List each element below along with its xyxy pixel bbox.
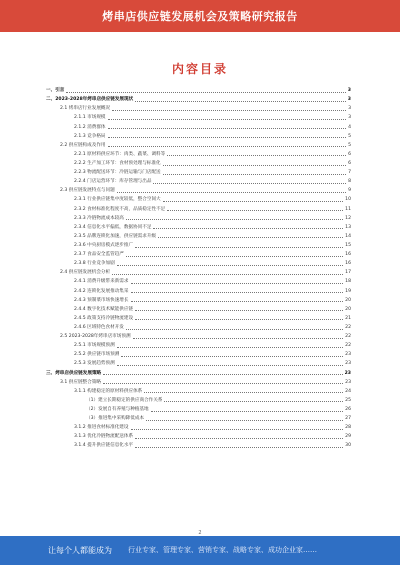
- toc-entry-page: 30: [345, 443, 351, 449]
- toc-leader-dots: [117, 347, 343, 348]
- toc-leader-dots: [153, 183, 346, 184]
- toc-leader-dots: [112, 274, 343, 275]
- toc-entry-label: 2.3.4 信息化水平偏低，数据协同不足: [74, 224, 152, 230]
- toc-entry[interactable]: [46, 396, 351, 405]
- toc-entry-page: 9: [348, 188, 351, 194]
- footer-slogan: 让每个人都能成为: [48, 546, 112, 555]
- toc-leader-dots: [108, 128, 347, 129]
- toc-leader-dots: [126, 219, 343, 220]
- toc-entry-label: 三、烤串店供应链发展策略: [46, 370, 102, 376]
- toc-entry[interactable]: [46, 387, 351, 396]
- toc-entry[interactable]: [46, 132, 351, 141]
- toc-entry[interactable]: [46, 277, 351, 286]
- toc-entry[interactable]: [46, 323, 351, 332]
- footer-banner: [0, 536, 400, 565]
- toc-entry[interactable]: [46, 177, 351, 186]
- toc-entry-page: 25: [345, 397, 351, 403]
- toc-entry[interactable]: [46, 223, 351, 232]
- toc-entry-label: （3）推进集中采购降低成本: [86, 416, 145, 422]
- toc-entry-label: 2.1.2 消费群体: [74, 124, 106, 130]
- toc-entry[interactable]: [46, 359, 351, 368]
- toc-leader-dots: [108, 119, 347, 120]
- toc-leader-dots: [131, 292, 344, 293]
- toc-entry-label: 2.2.4 门店运营环节：库存管理与出品: [74, 179, 152, 185]
- toc-entry-page: 22: [345, 334, 351, 340]
- toc-entry-page: 28: [345, 425, 351, 431]
- toc-leader-dots: [164, 401, 343, 402]
- toc-entry-label: 2.3 供应链发展特点与问题: [60, 188, 115, 194]
- toc-entry-page: 4: [348, 124, 351, 130]
- toc-entry[interactable]: [46, 232, 351, 241]
- toc-leader-dots: [135, 101, 346, 102]
- toc-entry-page: 29: [345, 434, 351, 440]
- toc-entry[interactable]: [46, 296, 351, 305]
- toc-entry-label: 2.4.6 区域特色食材开发: [74, 324, 124, 330]
- toc-entry-label: （1）建立长期稳定的供应商合作关系: [86, 397, 163, 403]
- toc-entry-label: 2.3.3 冷链物流成本较高: [74, 215, 124, 221]
- toc-leader-dots: [135, 247, 343, 248]
- toc-entry-label: 2.3.5 品牌连锁化加速，供应链需求升级: [74, 233, 157, 239]
- report-title: 烤串店供应链发展机会及策略研究报告: [102, 10, 298, 23]
- toc-leader-dots: [144, 392, 343, 393]
- toc-leader-dots: [131, 283, 344, 284]
- toc-entry[interactable]: [46, 204, 351, 213]
- toc-entry[interactable]: [46, 341, 351, 350]
- toc-leader-dots: [126, 329, 343, 330]
- toc-entry-page: 18: [345, 279, 351, 285]
- toc-entry-label: 2.2.1 原材料供应环节：肉类、蔬菜、调料等: [74, 151, 166, 157]
- toc-leader-dots: [103, 374, 342, 375]
- toc-entry-page: 5: [348, 133, 351, 139]
- toc-leader-dots: [131, 301, 344, 302]
- toc-entry-page: 21: [345, 315, 351, 321]
- toc-entry-label: 2.3.8 行业竞争加剧: [74, 261, 115, 267]
- toc-entry-label: 3.1.3 优化冷链物流配送体系: [74, 434, 134, 440]
- toc-leader-dots: [163, 201, 343, 202]
- toc-leader-dots: [133, 338, 344, 339]
- page-number: 2: [198, 530, 202, 536]
- toc-entry-page: 14: [345, 233, 351, 239]
- toc-entry[interactable]: [46, 241, 351, 250]
- toc-entry-label: （2）发展自有养殖与种植基地: [86, 406, 149, 412]
- toc-title: 内容目录: [171, 62, 228, 76]
- toc-entry-page: 10: [345, 197, 351, 203]
- toc-leader-dots: [108, 137, 347, 138]
- toc-entry[interactable]: [46, 168, 351, 177]
- toc-entry-page: 23: [345, 361, 351, 367]
- toc-entry-page: 16: [345, 261, 351, 267]
- footer-subtitle: 行业专家、管理专家、营销专家、战略专家、成功企业家……: [128, 546, 317, 554]
- toc-entry-label: 2.2.3 物流配送环节：冷链运输与门店配送: [74, 170, 161, 176]
- toc-entry-label: 2.1.3 竞争格局: [74, 133, 106, 139]
- toc-entry[interactable]: [46, 332, 351, 341]
- toc-entry-page: 15: [345, 242, 351, 248]
- toc-entry[interactable]: [46, 268, 351, 277]
- toc-entry[interactable]: [46, 378, 351, 387]
- toc-entry-label: 2.4.5 政策支持冷链物流建设: [74, 315, 134, 321]
- toc-leader-dots: [167, 155, 346, 156]
- toc-leader-dots: [135, 438, 343, 439]
- toc-entry-page: 23: [345, 352, 351, 358]
- toc-leader-dots: [135, 310, 343, 311]
- toc-entry[interactable]: [46, 141, 351, 150]
- toc-entry-label: 2.3.1 行业供应链集中度较低，整合空间大: [74, 197, 161, 203]
- toc-entry[interactable]: [46, 259, 351, 268]
- toc-entry[interactable]: [46, 432, 351, 441]
- toc-entry-label: 2.5 2023-2028年烤串店市场预测: [60, 334, 131, 340]
- toc-entry[interactable]: [46, 368, 351, 377]
- toc-entry-label: 二、2023-2028年烤串店供应链发展现状: [46, 97, 134, 103]
- toc-entry-page: 6: [348, 160, 351, 166]
- toc-entry-page: 17: [345, 270, 351, 276]
- toc-entry-label: 2.1 烤串店行业发展概况: [60, 106, 111, 112]
- toc-entry-label: 2.5.3 发展趋势预测: [74, 361, 115, 367]
- toc-entry-label: 2.3.6 中央厨房模式逐步推广: [74, 242, 134, 248]
- toc-entry[interactable]: [46, 86, 351, 95]
- toc-entry-page: 27: [345, 416, 351, 422]
- toc-entry-page: 7: [348, 170, 351, 176]
- toc-leader-dots: [117, 265, 343, 266]
- toc-entry-label: 3.1.2 推进食材标准化建设: [74, 425, 129, 431]
- toc-leader-dots: [66, 92, 345, 93]
- toc-entry-page: 3: [348, 106, 351, 112]
- toc-entry-label: 2.3.2 食材标准化程度不高，品质稳定性不足: [74, 206, 166, 212]
- toc-entry[interactable]: [46, 414, 351, 423]
- toc-entry-page: 20: [345, 297, 351, 303]
- toc-entry[interactable]: [46, 195, 351, 204]
- toc-entry-page: 5: [348, 142, 351, 148]
- toc-entry[interactable]: [46, 113, 351, 122]
- toc-entry[interactable]: [46, 441, 351, 450]
- toc-entry-label: 3.1 供应链整合策略: [60, 379, 101, 385]
- toc-leader-dots: [135, 319, 343, 320]
- toc-entry-label: 3.1.4 提升供应链信息化水平: [74, 443, 134, 449]
- toc-entry-page: 13: [345, 224, 351, 230]
- toc-entry[interactable]: [46, 286, 351, 295]
- toc-entry-page: 20: [345, 306, 351, 312]
- toc-leader-dots: [117, 365, 343, 366]
- toc-leader-dots: [151, 411, 343, 412]
- toc-entry-page: 23: [345, 379, 351, 385]
- toc-entry[interactable]: [46, 95, 351, 104]
- toc-entry-label: 2.5.1 市场规模预测: [74, 343, 115, 349]
- toc-entry[interactable]: [46, 314, 351, 323]
- toc-leader-dots: [158, 237, 343, 238]
- toc-entry[interactable]: [46, 104, 351, 113]
- toc-entry[interactable]: [46, 250, 351, 259]
- toc-entry-label: 2.5.2 供应链市场预测: [74, 352, 120, 358]
- toc-leader-dots: [121, 356, 343, 357]
- toc-leader-dots: [108, 146, 347, 147]
- toc-leader-dots: [117, 192, 346, 193]
- toc-entry-label: 2.4 供应链发展机会分析: [60, 270, 111, 276]
- toc-entry[interactable]: [46, 214, 351, 223]
- toc-entry-label: 一、引言: [46, 88, 65, 94]
- toc-entry-page: 8: [348, 179, 351, 185]
- toc-entry-label: 2.2 供应链构成及作用: [60, 142, 106, 148]
- toc-leader-dots: [167, 210, 343, 211]
- report-header: [0, 0, 400, 32]
- toc-entry-page: 16: [345, 252, 351, 258]
- toc-entry-page: 26: [345, 406, 351, 412]
- toc-entry-label: 2.1.1 市场规模: [74, 115, 106, 121]
- toc-entry-label: 2.4.3 预制菜市场快速增长: [74, 297, 129, 303]
- toc-entry-page: 23: [344, 370, 351, 376]
- toc-entry-label: 2.4.4 数字化技术赋能供应链: [74, 306, 134, 312]
- toc-entry-page: 3: [347, 97, 351, 103]
- toc-entry-label: 3.1.1 构建稳定的原材料供应体系: [74, 388, 143, 394]
- toc-leader-dots: [163, 174, 346, 175]
- toc-entry-page: 11: [345, 206, 351, 212]
- toc-entry[interactable]: [46, 122, 351, 131]
- toc-entry[interactable]: [46, 150, 351, 159]
- toc-entry[interactable]: [46, 405, 351, 414]
- toc-leader-dots: [103, 383, 343, 384]
- toc-entry-page: 24: [345, 388, 351, 394]
- toc-entry-label: 2.3.7 食品安全监管趋严: [74, 252, 124, 258]
- toc-entry-label: 2.2.2 生产加工环节：食材预处理与标准化: [74, 160, 161, 166]
- toc-entry-page: 12: [345, 215, 351, 221]
- toc-leader-dots: [163, 165, 346, 166]
- toc-entry[interactable]: [46, 305, 351, 314]
- toc-leader-dots: [126, 256, 343, 257]
- toc-entry-page: 22: [345, 343, 351, 349]
- toc-entry-page: 3: [347, 88, 351, 94]
- toc-entry[interactable]: [46, 186, 351, 195]
- toc-entry-page: 19: [345, 288, 351, 294]
- toc-leader-dots: [112, 110, 346, 111]
- toc-entry[interactable]: [46, 350, 351, 359]
- toc-leader-dots: [135, 447, 343, 448]
- toc-leader-dots: [131, 429, 344, 430]
- table-of-contents: [46, 86, 351, 450]
- toc-leader-dots: [153, 228, 343, 229]
- toc-entry-label: 2.4.1 消费升级带来新需求: [74, 279, 129, 285]
- toc-entry-page: 6: [348, 151, 351, 157]
- toc-leader-dots: [146, 420, 343, 421]
- toc-entry-page: 3: [348, 115, 351, 121]
- toc-entry[interactable]: [46, 423, 351, 432]
- toc-entry-page: 22: [345, 324, 351, 330]
- toc-entry[interactable]: [46, 159, 351, 168]
- toc-entry-label: 2.4.2 连锁化发展推动集采: [74, 288, 129, 294]
